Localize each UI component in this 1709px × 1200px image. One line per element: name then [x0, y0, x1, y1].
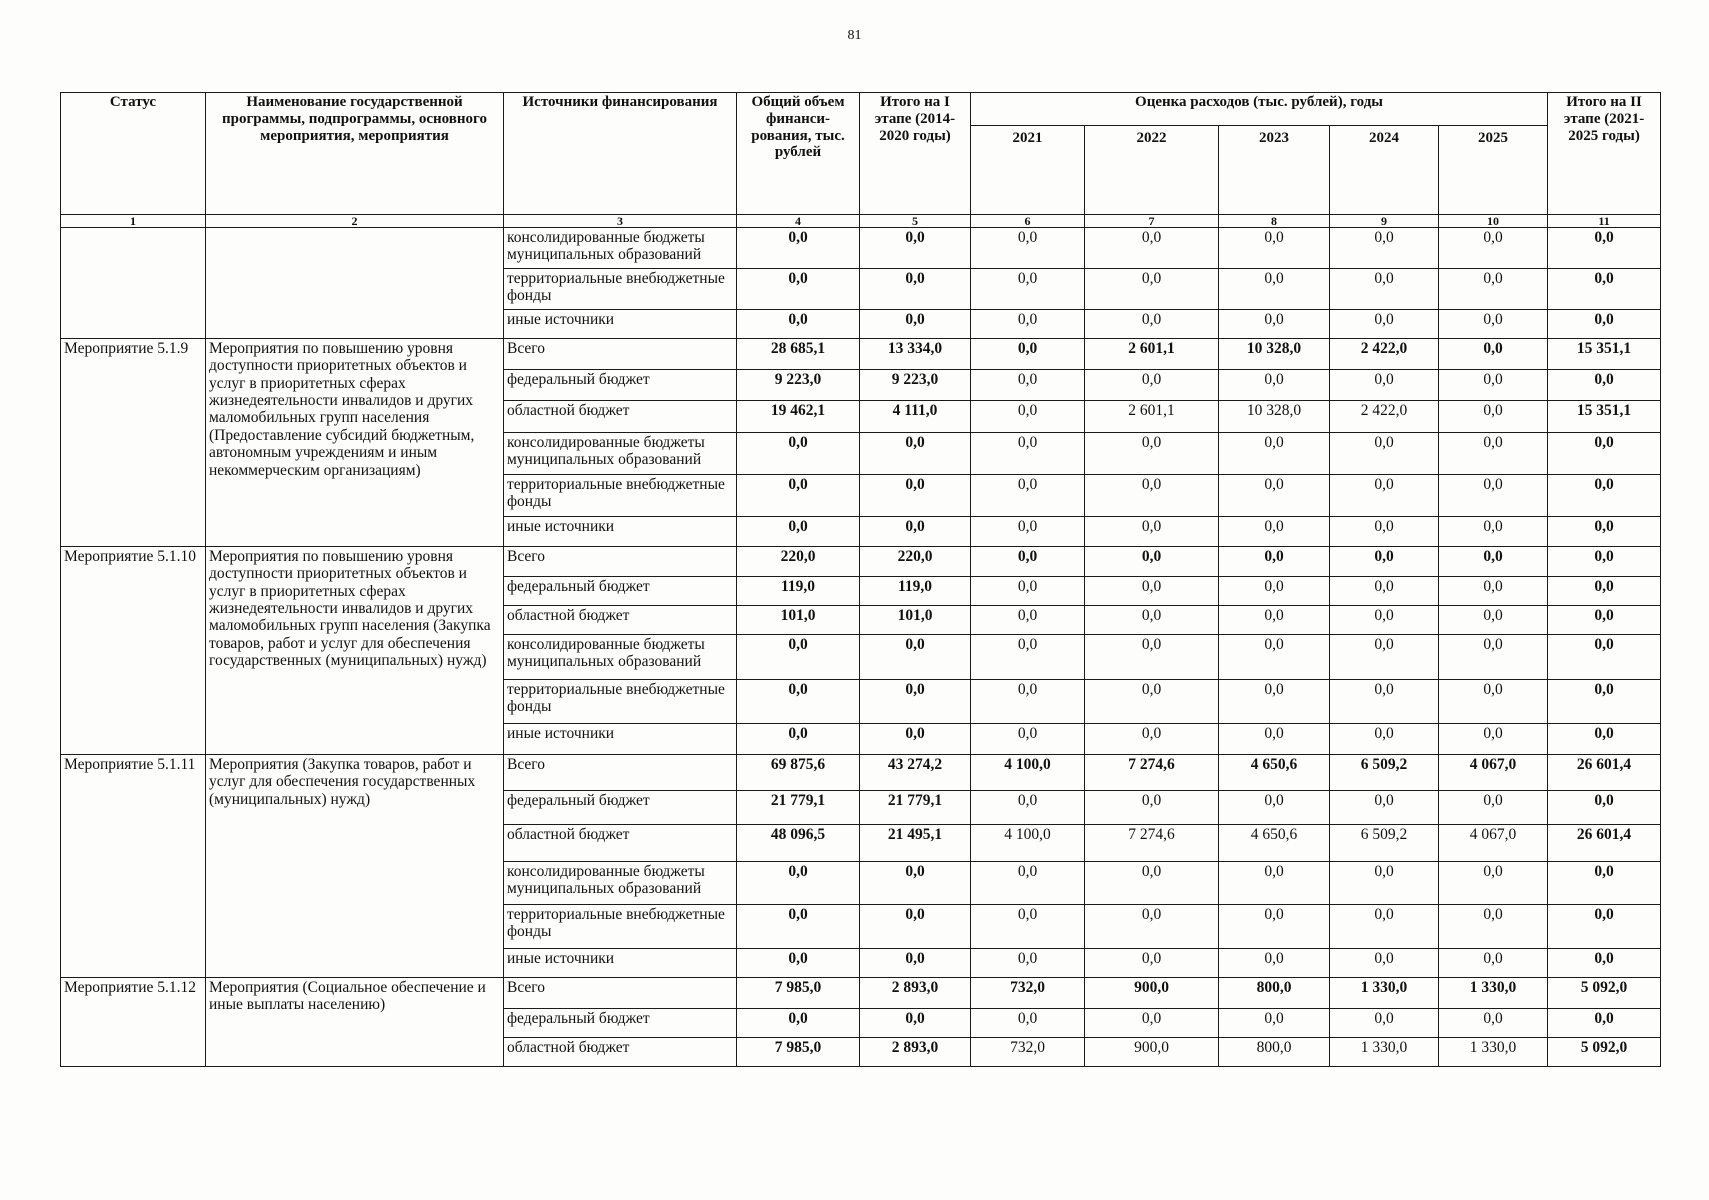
value-cell: 220,0 — [737, 547, 860, 577]
value-cell: 2 422,0 — [1330, 401, 1439, 433]
value-cell: 0,0 — [971, 949, 1085, 978]
header-status: Статус — [61, 93, 206, 215]
table-row — [61, 339, 1661, 370]
source-cell: консолидированные бюджеты муниципальных образований — [504, 635, 737, 680]
value-cell: 0,0 — [1548, 949, 1661, 978]
source-cell: иные источники — [504, 310, 737, 339]
value-cell: 26 601,4 — [1548, 755, 1661, 791]
value-cell: 0,0 — [1439, 791, 1548, 825]
column-number: 5 — [860, 215, 971, 228]
value-cell: 0,0 — [1548, 517, 1661, 547]
value-cell: 2 422,0 — [1330, 339, 1439, 370]
value-cell: 0,0 — [1219, 949, 1330, 978]
value-cell: 0,0 — [1085, 949, 1219, 978]
source-cell: областной бюджет — [504, 825, 737, 862]
value-cell: 21 779,1 — [860, 791, 971, 825]
value-cell: 9 223,0 — [737, 370, 860, 401]
value-cell: 0,0 — [737, 269, 860, 310]
value-cell: 0,0 — [971, 862, 1085, 905]
header-sources: Источники финансирования — [504, 93, 737, 215]
value-cell: 900,0 — [1085, 978, 1219, 1009]
value-cell: 0,0 — [1085, 606, 1219, 635]
value-cell: 0,0 — [737, 905, 860, 949]
value-cell: 0,0 — [737, 724, 860, 755]
value-cell: 7 274,6 — [1085, 825, 1219, 862]
table-row — [61, 228, 1661, 269]
column-number: 8 — [1219, 215, 1330, 228]
value-cell: 0,0 — [1439, 862, 1548, 905]
status-cell: Мероприятие 5.1.9 — [61, 339, 206, 547]
value-cell: 800,0 — [1219, 978, 1330, 1009]
value-cell: 900,0 — [1085, 1038, 1219, 1067]
value-cell: 0,0 — [1085, 724, 1219, 755]
value-cell: 0,0 — [1330, 949, 1439, 978]
value-cell: 0,0 — [860, 635, 971, 680]
value-cell: 0,0 — [1548, 269, 1661, 310]
column-number: 7 — [1085, 215, 1219, 228]
program-name-cell: Мероприятия по повышению уровня доступности приоритетных объектов и услуг в приоритетных сферах жизнедеятельности инвалидов и других маломобильных групп населения (Предоставление субсидий бюджетным, автономным учреждениям и иным некоммерческим организациям) — [206, 339, 504, 547]
value-cell: 15 351,1 — [1548, 339, 1661, 370]
value-cell: 0,0 — [1330, 680, 1439, 724]
value-cell: 0,0 — [737, 680, 860, 724]
value-cell: 0,0 — [860, 862, 971, 905]
value-cell: 0,0 — [1439, 606, 1548, 635]
value-cell: 69 875,6 — [737, 755, 860, 791]
value-cell: 732,0 — [971, 978, 1085, 1009]
value-cell: 0,0 — [1219, 905, 1330, 949]
header-estimate: Оценка расходов (тыс. рублей), годы — [971, 93, 1548, 126]
value-cell: 0,0 — [971, 401, 1085, 433]
value-cell: 0,0 — [1330, 606, 1439, 635]
program-name-cell: Мероприятия (Закупка товаров, работ и услуг для обеспечения государственных (муниципальных) нужд) — [206, 755, 504, 978]
value-cell: 0,0 — [737, 949, 860, 978]
value-cell: 0,0 — [1548, 370, 1661, 401]
table-header — [61, 93, 1661, 228]
value-cell: 1 330,0 — [1439, 1038, 1548, 1067]
column-number: 4 — [737, 215, 860, 228]
value-cell: 0,0 — [1439, 269, 1548, 310]
value-cell: 19 462,1 — [737, 401, 860, 433]
value-cell: 0,0 — [1085, 517, 1219, 547]
value-cell: 7 985,0 — [737, 978, 860, 1009]
value-cell: 43 274,2 — [860, 755, 971, 791]
value-cell: 0,0 — [1330, 791, 1439, 825]
value-cell: 0,0 — [971, 370, 1085, 401]
source-cell: консолидированные бюджеты муниципальных образований — [504, 228, 737, 269]
value-cell: 0,0 — [1548, 547, 1661, 577]
value-cell: 10 328,0 — [1219, 401, 1330, 433]
value-cell: 0,0 — [971, 547, 1085, 577]
value-cell: 2 601,1 — [1085, 401, 1219, 433]
value-cell: 0,0 — [1219, 606, 1330, 635]
value-cell: 0,0 — [860, 433, 971, 475]
value-cell: 0,0 — [1219, 547, 1330, 577]
value-cell: 0,0 — [1548, 606, 1661, 635]
value-cell: 0,0 — [860, 905, 971, 949]
value-cell: 0,0 — [1085, 791, 1219, 825]
value-cell: 0,0 — [1219, 635, 1330, 680]
value-cell: 0,0 — [1085, 577, 1219, 606]
value-cell: 0,0 — [1085, 1009, 1219, 1038]
value-cell: 0,0 — [971, 905, 1085, 949]
value-cell: 0,0 — [971, 724, 1085, 755]
column-number: 9 — [1330, 215, 1439, 228]
value-cell: 48 096,5 — [737, 825, 860, 862]
table-body — [61, 228, 1661, 1067]
source-cell: территориальные внебюджетные фонды — [504, 905, 737, 949]
source-cell: территориальные внебюджетные фонды — [504, 680, 737, 724]
source-cell: территориальные внебюджетные фонды — [504, 475, 737, 517]
value-cell: 0,0 — [971, 339, 1085, 370]
value-cell: 0,0 — [737, 433, 860, 475]
value-cell: 0,0 — [860, 949, 971, 978]
value-cell: 119,0 — [737, 577, 860, 606]
source-cell: территориальные внебюджетные фонды — [504, 269, 737, 310]
value-cell: 101,0 — [860, 606, 971, 635]
value-cell: 0,0 — [971, 310, 1085, 339]
value-cell: 4 650,6 — [1219, 825, 1330, 862]
value-cell: 732,0 — [971, 1038, 1085, 1067]
value-cell: 0,0 — [860, 517, 971, 547]
source-cell: Всего — [504, 755, 737, 791]
source-cell: консолидированные бюджеты муниципальных образований — [504, 862, 737, 905]
value-cell: 0,0 — [1439, 475, 1548, 517]
source-cell: областной бюджет — [504, 606, 737, 635]
value-cell: 0,0 — [1548, 577, 1661, 606]
source-cell: федеральный бюджет — [504, 791, 737, 825]
value-cell: 101,0 — [737, 606, 860, 635]
header-stage1: Итого на I этапе (2014- 2020 годы) — [860, 93, 971, 215]
value-cell: 0,0 — [1439, 310, 1548, 339]
value-cell: 0,0 — [1548, 475, 1661, 517]
column-number: 10 — [1439, 215, 1548, 228]
value-cell: 0,0 — [1219, 475, 1330, 517]
value-cell: 0,0 — [971, 1009, 1085, 1038]
value-cell: 0,0 — [860, 269, 971, 310]
source-cell: иные источники — [504, 517, 737, 547]
header-year: 2023 — [1219, 126, 1330, 215]
value-cell: 0,0 — [1330, 269, 1439, 310]
value-cell: 0,0 — [1330, 228, 1439, 269]
page-number: 81 — [847, 28, 862, 43]
value-cell: 0,0 — [1085, 547, 1219, 577]
value-cell: 0,0 — [1548, 862, 1661, 905]
column-number: 6 — [971, 215, 1085, 228]
value-cell: 5 092,0 — [1548, 1038, 1661, 1067]
value-cell: 0,0 — [971, 680, 1085, 724]
source-cell: областной бюджет — [504, 401, 737, 433]
source-cell: иные источники — [504, 724, 737, 755]
value-cell: 0,0 — [1085, 635, 1219, 680]
value-cell: 0,0 — [737, 310, 860, 339]
value-cell: 0,0 — [971, 517, 1085, 547]
value-cell: 0,0 — [737, 1009, 860, 1038]
value-cell: 0,0 — [1219, 724, 1330, 755]
value-cell: 0,0 — [1219, 370, 1330, 401]
value-cell: 0,0 — [1439, 905, 1548, 949]
value-cell: 0,0 — [1085, 310, 1219, 339]
value-cell: 0,0 — [1439, 680, 1548, 724]
value-cell: 0,0 — [737, 517, 860, 547]
header-year: 2024 — [1330, 126, 1439, 215]
source-cell: областной бюджет — [504, 1038, 737, 1067]
value-cell: 0,0 — [1219, 269, 1330, 310]
value-cell: 0,0 — [860, 310, 971, 339]
source-cell: консолидированные бюджеты муниципальных образований — [504, 433, 737, 475]
value-cell: 0,0 — [1439, 547, 1548, 577]
value-cell: 0,0 — [1330, 862, 1439, 905]
value-cell: 0,0 — [1330, 475, 1439, 517]
value-cell: 0,0 — [1548, 905, 1661, 949]
header-year: 2022 — [1085, 126, 1219, 215]
value-cell: 0,0 — [737, 475, 860, 517]
table-row — [61, 755, 1661, 791]
value-cell: 0,0 — [971, 635, 1085, 680]
value-cell: 0,0 — [1439, 724, 1548, 755]
value-cell: 4 067,0 — [1439, 755, 1548, 791]
value-cell: 0,0 — [1330, 370, 1439, 401]
value-cell: 0,0 — [1085, 370, 1219, 401]
source-cell: федеральный бюджет — [504, 1009, 737, 1038]
value-cell: 0,0 — [1548, 724, 1661, 755]
value-cell: 13 334,0 — [860, 339, 971, 370]
value-cell: 0,0 — [1219, 433, 1330, 475]
value-cell: 4 100,0 — [971, 825, 1085, 862]
value-cell: 0,0 — [1219, 310, 1330, 339]
program-name-cell: Мероприятия (Социальное обеспечение и иные выплаты населению) — [206, 978, 504, 1067]
value-cell: 0,0 — [1439, 339, 1548, 370]
source-cell: Всего — [504, 978, 737, 1009]
table-row — [61, 978, 1661, 1009]
value-cell: 0,0 — [1548, 310, 1661, 339]
value-cell: 15 351,1 — [1548, 401, 1661, 433]
value-cell: 5 092,0 — [1548, 978, 1661, 1009]
value-cell: 0,0 — [1439, 228, 1548, 269]
value-cell: 0,0 — [1330, 517, 1439, 547]
value-cell: 0,0 — [971, 475, 1085, 517]
program-name-cell: Мероприятия по повышению уровня доступности приоритетных объектов и услуг в приоритетных сферах жизнедеятельности инвалидов и других маломобильных групп населения (Закупка товаров, работ и услуг для обеспечения государственных (муниципальных) нужд) — [206, 547, 504, 755]
value-cell: 1 330,0 — [1439, 978, 1548, 1009]
value-cell: 4 100,0 — [971, 755, 1085, 791]
value-cell: 21 779,1 — [737, 791, 860, 825]
value-cell: 0,0 — [737, 635, 860, 680]
value-cell: 0,0 — [1439, 401, 1548, 433]
value-cell: 0,0 — [971, 228, 1085, 269]
program-name-cell — [206, 228, 504, 339]
value-cell: 0,0 — [971, 577, 1085, 606]
value-cell: 0,0 — [1219, 1009, 1330, 1038]
header-year: 2025 — [1439, 126, 1548, 215]
value-cell: 0,0 — [1219, 577, 1330, 606]
value-cell: 4 067,0 — [1439, 825, 1548, 862]
value-cell: 119,0 — [860, 577, 971, 606]
value-cell: 26 601,4 — [1548, 825, 1661, 862]
value-cell: 0,0 — [971, 433, 1085, 475]
source-cell: федеральный бюджет — [504, 577, 737, 606]
table-row — [61, 547, 1661, 577]
value-cell: 0,0 — [1330, 547, 1439, 577]
value-cell: 0,0 — [1085, 905, 1219, 949]
status-cell: Мероприятие 5.1.12 — [61, 978, 206, 1067]
value-cell: 0,0 — [1330, 1009, 1439, 1038]
value-cell: 0,0 — [1548, 680, 1661, 724]
value-cell: 0,0 — [860, 228, 971, 269]
source-cell: иные источники — [504, 949, 737, 978]
value-cell: 0,0 — [1548, 433, 1661, 475]
value-cell: 0,0 — [860, 724, 971, 755]
value-cell: 2 893,0 — [860, 1038, 971, 1067]
value-cell: 4 650,6 — [1219, 755, 1330, 791]
value-cell: 0,0 — [1548, 635, 1661, 680]
value-cell: 6 509,2 — [1330, 825, 1439, 862]
value-cell: 0,0 — [1085, 475, 1219, 517]
value-cell: 0,0 — [1439, 433, 1548, 475]
value-cell: 0,0 — [1548, 791, 1661, 825]
header-name: Наименование государственной программы, подпрограммы, основного мероприятия, мероприятия — [206, 93, 504, 215]
value-cell: 0,0 — [1085, 228, 1219, 269]
value-cell: 0,0 — [971, 606, 1085, 635]
value-cell: 0,0 — [1219, 228, 1330, 269]
value-cell: 4 111,0 — [860, 401, 971, 433]
value-cell: 0,0 — [1439, 577, 1548, 606]
value-cell: 0,0 — [1548, 1009, 1661, 1038]
value-cell: 0,0 — [737, 228, 860, 269]
value-cell: 10 328,0 — [1219, 339, 1330, 370]
source-cell: федеральный бюджет — [504, 370, 737, 401]
value-cell: 0,0 — [1330, 577, 1439, 606]
value-cell: 0,0 — [1439, 1009, 1548, 1038]
value-cell: 0,0 — [1330, 905, 1439, 949]
value-cell: 9 223,0 — [860, 370, 971, 401]
value-cell: 1 330,0 — [1330, 978, 1439, 1009]
value-cell: 0,0 — [1439, 370, 1548, 401]
value-cell: 0,0 — [1330, 724, 1439, 755]
budget-table — [60, 92, 1661, 1067]
column-number: 3 — [504, 215, 737, 228]
column-number: 2 — [206, 215, 504, 228]
value-cell: 0,0 — [1085, 862, 1219, 905]
value-cell: 1 330,0 — [1330, 1038, 1439, 1067]
column-number: 1 — [61, 215, 206, 228]
header-stage2: Итого на II этапе (2021- 2025 годы) — [1548, 93, 1661, 215]
value-cell: 7 274,6 — [1085, 755, 1219, 791]
value-cell: 0,0 — [1439, 635, 1548, 680]
value-cell: 2 601,1 — [1085, 339, 1219, 370]
value-cell: 7 985,0 — [737, 1038, 860, 1067]
value-cell: 0,0 — [737, 862, 860, 905]
value-cell: 0,0 — [1439, 949, 1548, 978]
value-cell: 0,0 — [971, 791, 1085, 825]
value-cell: 0,0 — [1439, 517, 1548, 547]
value-cell: 0,0 — [1219, 517, 1330, 547]
value-cell: 800,0 — [1219, 1038, 1330, 1067]
header-year: 2021 — [971, 126, 1085, 215]
value-cell: 6 509,2 — [1330, 755, 1439, 791]
value-cell: 0,0 — [1330, 310, 1439, 339]
value-cell: 0,0 — [1219, 680, 1330, 724]
value-cell: 0,0 — [1219, 862, 1330, 905]
value-cell: 2 893,0 — [860, 978, 971, 1009]
value-cell: 220,0 — [860, 547, 971, 577]
header-total: Общий объем финанси- рования, тыс. рублей — [737, 93, 860, 215]
status-cell: Мероприятие 5.1.11 — [61, 755, 206, 978]
value-cell: 0,0 — [1085, 680, 1219, 724]
value-cell: 21 495,1 — [860, 825, 971, 862]
value-cell: 0,0 — [1330, 635, 1439, 680]
value-cell: 0,0 — [1085, 433, 1219, 475]
column-number: 11 — [1548, 215, 1661, 228]
value-cell: 0,0 — [1219, 791, 1330, 825]
value-cell: 0,0 — [971, 269, 1085, 310]
value-cell: 0,0 — [1085, 269, 1219, 310]
value-cell: 0,0 — [860, 475, 971, 517]
status-cell — [61, 228, 206, 339]
value-cell: 0,0 — [860, 680, 971, 724]
value-cell: 0,0 — [1548, 228, 1661, 269]
status-cell: Мероприятие 5.1.10 — [61, 547, 206, 755]
source-cell: Всего — [504, 339, 737, 370]
value-cell: 0,0 — [1330, 433, 1439, 475]
value-cell: 28 685,1 — [737, 339, 860, 370]
source-cell: Всего — [504, 547, 737, 577]
value-cell: 0,0 — [860, 1009, 971, 1038]
